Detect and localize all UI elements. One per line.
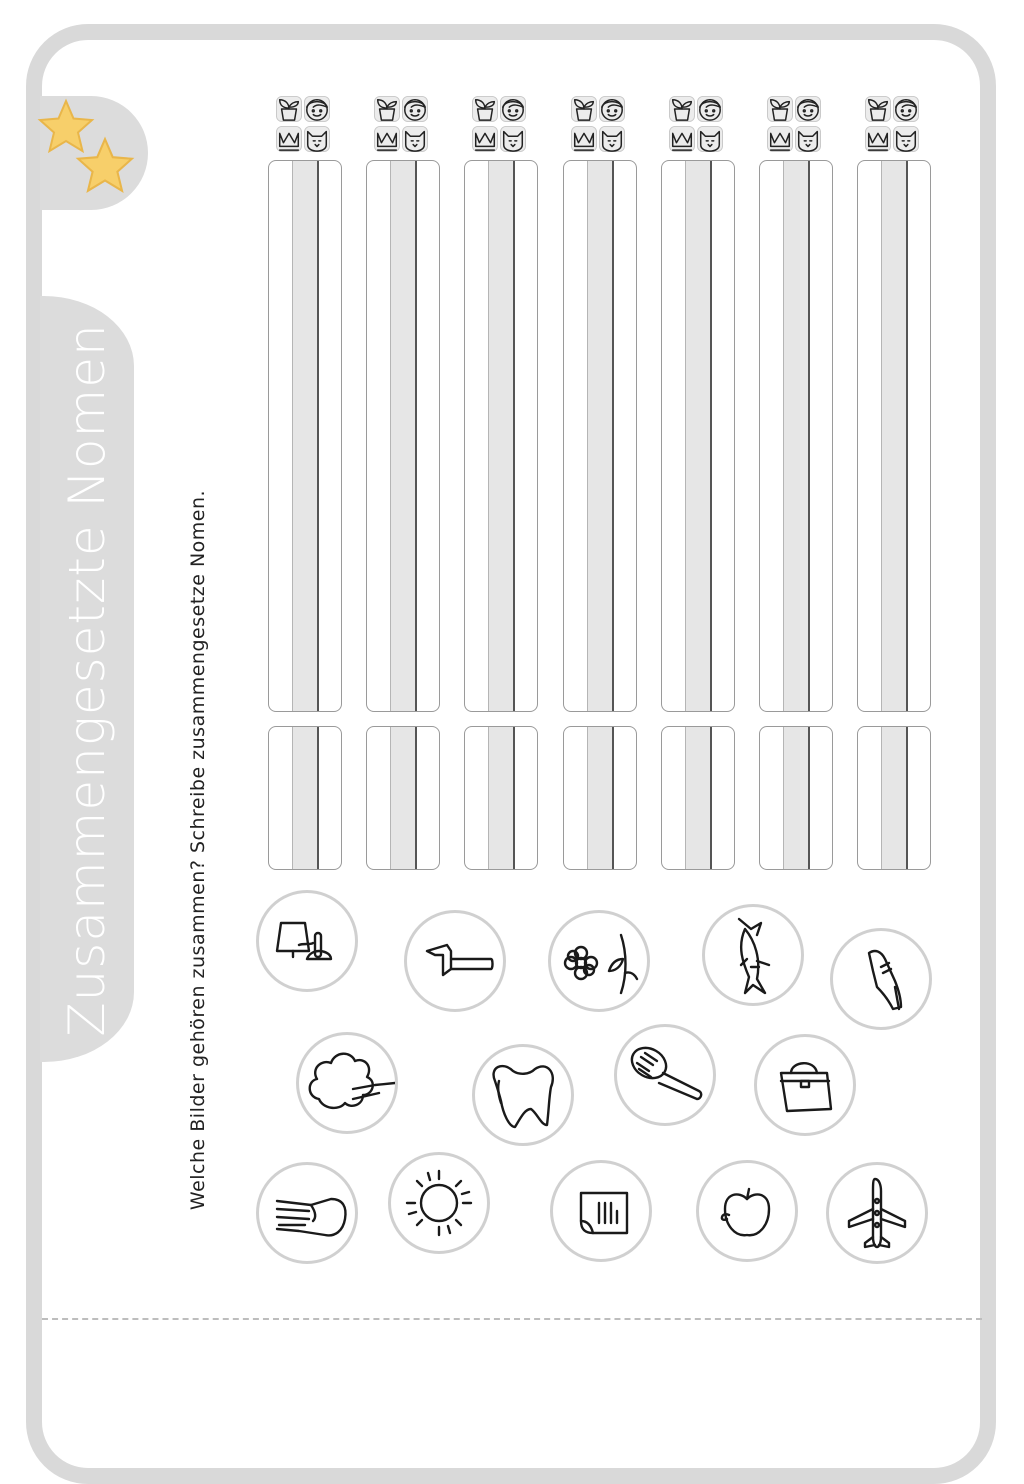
tree-picture[interactable] bbox=[296, 1032, 398, 1134]
writing-field-long[interactable] bbox=[268, 160, 342, 712]
writing-field-long[interactable] bbox=[563, 160, 637, 712]
crown-icon bbox=[571, 126, 597, 152]
cat-face-icon bbox=[697, 126, 723, 152]
writing-field-short[interactable] bbox=[857, 726, 931, 870]
lamp-picture[interactable] bbox=[256, 890, 358, 992]
cut-line bbox=[42, 1318, 982, 1320]
star-icon bbox=[74, 136, 136, 196]
bag-picture[interactable] bbox=[754, 1034, 856, 1136]
crown-icon bbox=[374, 126, 400, 152]
crown-icon bbox=[767, 126, 793, 152]
girl-face-icon bbox=[697, 96, 723, 122]
girl-face-icon bbox=[599, 96, 625, 122]
writing-field-short[interactable] bbox=[366, 726, 440, 870]
flower-pot-icon bbox=[374, 96, 400, 122]
flower-picture[interactable] bbox=[548, 910, 650, 1012]
cat-face-icon bbox=[500, 126, 526, 152]
crown-icon bbox=[472, 126, 498, 152]
flower-pot-icon bbox=[571, 96, 597, 122]
flower-pot-icon bbox=[669, 96, 695, 122]
difficulty-icons bbox=[571, 96, 627, 154]
writing-field-short[interactable] bbox=[759, 726, 833, 870]
girl-face-icon bbox=[304, 96, 330, 122]
cat-face-icon bbox=[795, 126, 821, 152]
writing-field-short[interactable] bbox=[563, 726, 637, 870]
difficulty-icons bbox=[865, 96, 921, 154]
cat-face-icon bbox=[599, 126, 625, 152]
girl-face-icon bbox=[402, 96, 428, 122]
cat-face-icon bbox=[893, 126, 919, 152]
paper-picture[interactable] bbox=[550, 1160, 652, 1262]
writing-field-long[interactable] bbox=[661, 160, 735, 712]
writing-field-long[interactable] bbox=[857, 160, 931, 712]
girl-face-icon bbox=[795, 96, 821, 122]
writing-field-short[interactable] bbox=[661, 726, 735, 870]
crown-icon bbox=[865, 126, 891, 152]
cat-face-icon bbox=[402, 126, 428, 152]
crown-icon bbox=[669, 126, 695, 152]
writing-field-long[interactable] bbox=[464, 160, 538, 712]
writing-field-long[interactable] bbox=[759, 160, 833, 712]
girl-face-icon bbox=[500, 96, 526, 122]
difficulty-icons bbox=[472, 96, 528, 154]
hammer-picture[interactable] bbox=[404, 910, 506, 1012]
shoe-picture[interactable] bbox=[830, 928, 932, 1030]
girl-face-icon bbox=[893, 96, 919, 122]
flower-pot-icon bbox=[472, 96, 498, 122]
writing-field-long[interactable] bbox=[366, 160, 440, 712]
sun-picture[interactable] bbox=[388, 1152, 490, 1254]
shark-picture[interactable] bbox=[702, 904, 804, 1006]
hand-picture[interactable] bbox=[256, 1162, 358, 1264]
writing-field-short[interactable] bbox=[268, 726, 342, 870]
difficulty-icons bbox=[374, 96, 430, 154]
brush-picture[interactable] bbox=[614, 1024, 716, 1126]
difficulty-icons bbox=[767, 96, 823, 154]
airplane-picture[interactable] bbox=[826, 1162, 928, 1264]
difficulty-icons bbox=[669, 96, 725, 154]
flower-pot-icon bbox=[865, 96, 891, 122]
flower-pot-icon bbox=[276, 96, 302, 122]
flower-pot-icon bbox=[767, 96, 793, 122]
tooth-picture[interactable] bbox=[472, 1044, 574, 1146]
apple-picture[interactable] bbox=[696, 1160, 798, 1262]
difficulty-icons bbox=[276, 96, 332, 154]
cat-face-icon bbox=[304, 126, 330, 152]
writing-field-short[interactable] bbox=[464, 726, 538, 870]
crown-icon bbox=[276, 126, 302, 152]
